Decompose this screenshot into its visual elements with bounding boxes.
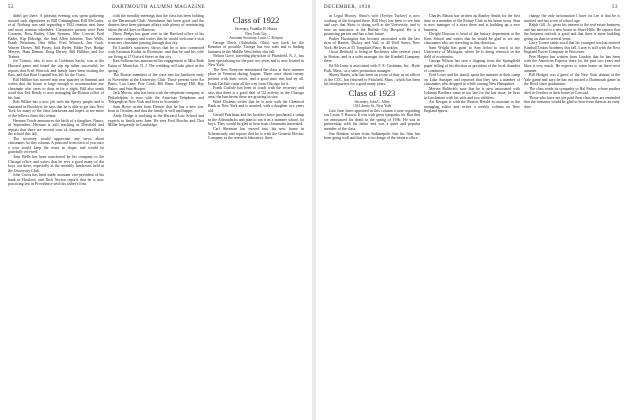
news-paragraph: Oscar Heithold is living in Rochester after several years in Boston, and is a sales manager for the Kimball Company there.	[324, 50, 420, 64]
news-paragraph: Those who have not yet paid their class dues are reminded that the treasurer would be glad to hear from them at an early date.	[524, 95, 620, 109]
news-paragraph: Frank Carlisle has been in touch with the secretary and says that there is a good deal of '22 activity in the Chicago area; the luncheons there are growing in size.	[208, 86, 304, 100]
news-paragraph: Sam Howe writes from Denver that he has a new son, born in October, and that the family is well and happy.	[108, 104, 204, 114]
news-paragraph: John Curtis has been made assistant vice-president of his bank in Hartford, and Dick Norton reports that he is now practicing law in Providence with his father's firm.	[8, 173, 104, 187]
news-paragraph: Larry Towne sends word that his youngest son has entered Kimball Union Academy this fall. Larry is still with the New England Power Company in Worcester.	[524, 41, 620, 55]
news-paragraph: Sam Wright has gone to Ann Arbor to teach at the University of Michigan, where he is doing research in the field of economics.	[424, 45, 520, 59]
news-paragraph: Carl Sherman has moved into his new home in Schenectady and reports that he is with the General Electric Company in the research laboratory there.	[208, 127, 304, 141]
news-paragraph: Last June there appeared in this column a note regarding our Lester T. Brown. It was with great sympathy for Ron that we announced his death in the spring of 1936. He was in partnership with his father and was a quiet and popular member of the class.	[324, 108, 420, 132]
news-paragraph: Tom Wells has been transferred by his company to the Chicago office and writes that he sees a good many of the boys out there, especially at the monthly luncheons held at the University Club.	[8, 154, 104, 173]
news-paragraph: Charles Mason has written up Stanley Smith for the first time as a member of the Rotary Club in his home town. Stan is now manager of a store there and is building up a nice business.	[424, 14, 520, 32]
left-page-header	[0, 5, 312, 13]
news-paragraph: Jim Haskins writes from Indianapolis that his firm has been going well and that he is in charge of the eastern office.	[324, 131, 420, 141]
news-paragraph: Bill Hodges was a guest of the New York alumni at the Yale game and says he has not missed a Dartmouth game in the Bowl since graduation.	[524, 73, 620, 87]
news-paragraph: Pete Harper has written from London that he has been with the American Express there for the past two years and likes it very much. He expects to come home on leave next summer.	[524, 54, 620, 73]
class-heading: Class of 1922	[232, 15, 280, 25]
right-column-3	[524, 14, 620, 418]
left-page	[0, 0, 312, 420]
news-paragraph: didn't get there. A pleasant evening was spent gathering around such dignitaries as Bill Cunningham, Bill McCarter, et al. Nothing was said regarding a 1932 reunion next June and more reunion schedules. Classmates present were Fran Couzens, Ross Bailey, Chan Symons, Mac Corwin, Fred Bader, Kip Eldridge, the lead Allen Johnson, Tom Wells, Frank Wernham, Otto Silks, Fred Wittrock, Jim Cook, Warren Dorsey, Bill Pusey, Jack Ryder, Eddie Nye, Hodge Meyers, Ham Daman, Doug Hersey, Bill Hilliker, and Joe Trainer.	[8, 14, 104, 59]
right-page	[316, 0, 628, 420]
news-paragraph: Ken Sullivan has announced his engagement to Miss Ruth Eaton of Montclair, N. J. The wedding will take place in the spring.	[108, 59, 204, 73]
news-paragraph: George Davis (Ashtabula, Ohio) was back for the Reunion of possible. George has two sons and is finding business in the Middle West better this fall.	[208, 40, 304, 54]
left-column-2	[108, 14, 204, 418]
page-number: 53	[612, 5, 618, 10]
news-paragraph: Joe Trainer, who is now at Goldman Sachs, was at the Harvard game and found the trip up rather successful; he reports that Fred Wittrock and family have been visiting the East, and that Burt Crandall has left for the Coast.	[8, 59, 104, 78]
news-paragraph: Fred Lowe and his family spent the summer at their camp on Lake Sunapee and reported that they saw a number of classmates who dropped in while touring New Hampshire.	[424, 73, 520, 87]
class-heading: Class of 1923	[348, 87, 396, 98]
news-paragraph: Dwight Dawson is head of the history department at the Kent School and writes that he would be glad to see any classmates who are traveling in that direction.	[424, 32, 520, 46]
news-paragraph: Ward Dickens writes that he is now with the Chemical Bank in New York and is married, with a daughter two years old.	[208, 99, 304, 113]
news-paragraph: Herman Towle announces the birth of a daughter, Nancy, in September. Herman is still teaching at Deerfield and reports that there are several sons of classmates enrolled in the school this fall.	[8, 118, 104, 137]
class-secretary-line: 136 Liberty St., New York	[352, 104, 392, 109]
right-column-2	[424, 14, 520, 418]
right-page-header	[316, 5, 628, 13]
news-paragraph: Parker Harrington has become associated with the law firm of Barnes, Dickey and Vail, at 40 Wall Street, New York. He lives at 55 Tompkins Place, Brooklyn.	[324, 36, 420, 50]
news-paragraph: The Boston members of the class met for luncheon early in November at the University Club. Those present were Art Bates, Lou Lane, Pete Cook, Bill Bean, George Hill, Ray Baker, and Stan Hooper.	[108, 73, 204, 91]
class-secretary-line: New York City	[245, 31, 267, 36]
news-paragraph: with the monthly meetings that the class has been holding at the Dartmouth Club. Attendance has been good and the dinners have been pleasant affairs with plenty of reminiscing about the old days in Hanover.	[108, 14, 204, 32]
news-paragraph: Ed Lundie's stationery shows that he is now connected with Eastman Kodak in Rochester, and that he and his wife are living at 27 Oxford Street in that city.	[108, 45, 204, 59]
running-head: DARTMOUTH ALUMNI MAGAZINE	[112, 5, 206, 10]
running-date: DECEMBER, 1936	[324, 5, 371, 10]
news-paragraph: Sherry Banes, who has been on a tour of duty as an officer of the CCC, has returned to Pittsfield, Mass., which has been his headquarters for a good many years.	[324, 73, 420, 87]
class-secretary-line: Secretary, Franklin H. Hawes	[234, 27, 278, 31]
left-column-3	[208, 14, 304, 418]
news-paragraph: George Wilson has sent a clipping from the Springfield paper telling of his election as president of the local chamber of commerce.	[424, 59, 520, 73]
page-number: 52	[8, 5, 14, 10]
news-paragraph: in Legal History. Shaw's wife (Evelyn Tuckey) is now working at the hospital there. Bill Hoyt has been to see him and says that Shaw is doing well at the University, and is now an instructor at the Buffalo City Hospital. He is a promising person and has a fine future.	[324, 14, 420, 37]
news-paragraph: Gerald Pearlman and his brothers have purchased a camp in the Adirondacks and plan to run it as a summer school for boys. They would be glad to hear from classmates interested.	[208, 113, 304, 127]
news-paragraph: The New Kenyons entertained the class at their summer place in Vermont during August. There were about twenty present with their wives, and a good time was had by all. Frank Carlisle came all the way from Chicago for it.	[208, 67, 304, 86]
news-paragraph: The class sends its sympathy to Hal Fisher, whose mother died in October at their home in Concord.	[524, 86, 620, 96]
news-paragraph: Art Keegan is with the Boston Herald as assistant to the managing editor and writes a weekly column on New England sports.	[424, 100, 520, 114]
class-secretary-line: Secretary, John C. Allen	[354, 99, 390, 104]
left-column-1	[8, 14, 104, 418]
news-paragraph: Ed McLaine is associated with F. E. Cushman, Inc., Hyde Park, Mass., as a sales promotion manager.	[324, 64, 420, 73]
news-paragraph: Bill Hilliker has moved into new quarters in Summit and writes that the house is large enough to accommodate any classmate who cares to drop in for a night. Bill also sends word that Ted Bondy is now managing the Boston office of his firm.	[8, 77, 104, 100]
news-paragraph: Andy Dodge is studying at the Harvard Law School and expects to finish next June. He sees Fred Bowles and Chet Miller frequently in Cambridge.	[108, 114, 204, 128]
class-secretary-line: Assistant Secretary, Louis C. Kenyon	[229, 36, 283, 41]
news-paragraph: The secretary would appreciate any news about classmates for this column. A postcard from each of you once a year would keep the notes in shape, and would be gratefully received.	[8, 136, 104, 155]
news-paragraph: Bob Wilkie has a new job with the Sperry people and is stationed in Brooklyn; he says that he is able to get into New York for many of the class luncheons and hopes to see more of the fellows there this winter.	[8, 100, 104, 119]
news-paragraph: Harry Phelps has gone over to the Hartford office of his insurance company and writes that he would welcome a visit from any classmate passing through that city.	[108, 32, 204, 46]
news-paragraph: change the only information I have on Lee is that he is married and has a son of school age.	[524, 14, 620, 23]
news-paragraph: Mervin Baldwin's note that he is now associated with Lehman Brothers came in too late for the last issue; he lives in Larchmont with his wife and two children.	[424, 86, 520, 100]
news-paragraph: Nelson Gove, traveling physician of Plainfield, N. J., has been specializing for the past two years and is now located in New York.	[208, 54, 304, 68]
news-paragraph: Jack Morris, who has been with the telephone company in Philadelphia, is now with the American Telephone and Telegraph in New York and lives in Scarsdale.	[108, 91, 204, 105]
news-paragraph: Ralph Gill, Jr., gives his interest to the real estate business and has moved to a new house in Short Hills. He reports that the business outlook is good and that there is more building going on than in several years.	[524, 23, 620, 41]
right-column-1	[324, 14, 420, 418]
